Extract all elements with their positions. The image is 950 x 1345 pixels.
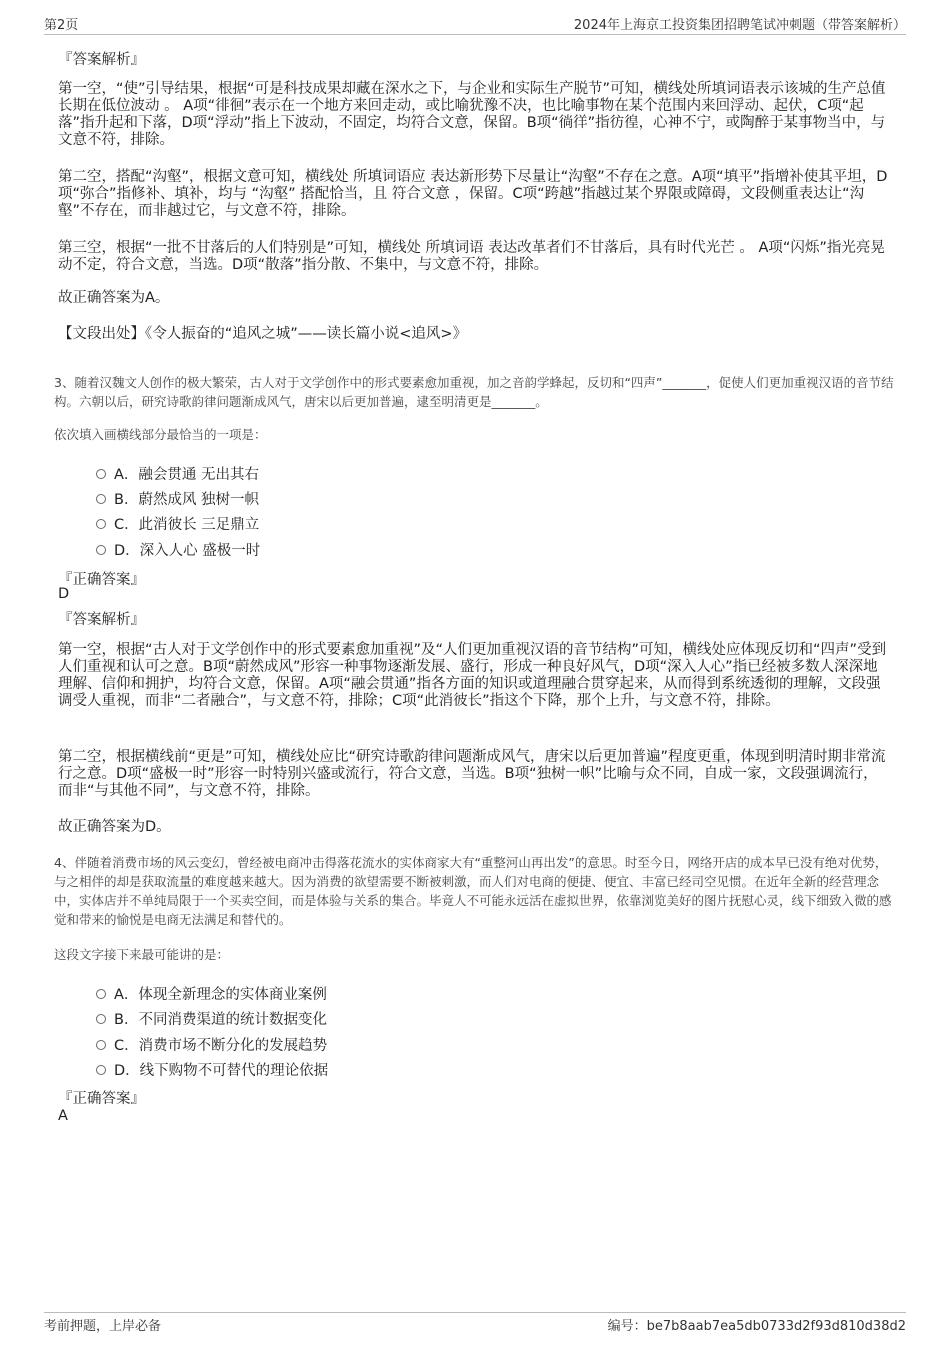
- q3-option-c[interactable]: [96, 513, 259, 533]
- option-text: A．融会贯通 无出其右: [114, 467, 260, 483]
- q3-analysis-p2: 第二空，根据横线前“更是”可知，横线处应比“研究诗歌韵律问题渐成风气，唐宋以后更加普遍”程度更重，体现到明清时期非常流行之意。D项“盛极一时”形容一时特别兴盛或流行，符合文意，当选。B项“独树一帜”比喻与众不同，自成一家，文段强调流行，而非“与其他不同”，与文意不符，排除。: [58, 749, 886, 799]
- q4-correct-label: 『正确答案』: [58, 1091, 145, 1107]
- page-footer: [44, 1312, 906, 1335]
- q3-instruction: 依次填入画横线部分最恰当的一项是：: [54, 427, 267, 442]
- q2-analysis-p3: 第三空，根据“一批不甘落后的人们特别是”可知，横线处 所填词语 表达改革者们不甘落后，具有时代光芒 。 A项“闪烁”指光亮晃动不定，符合文意，当选。D项“散落”指分散、不集中，与文意不符，排除。: [58, 240, 885, 273]
- q4-option-b[interactable]: [96, 1008, 327, 1028]
- q4-instruction: 这段文字接下来最可能讲的是：: [54, 947, 230, 962]
- q2-analysis-p2: 第二空，搭配“沟壑”，根据文意可知，横线处 所填词语应 表达新形势下尽量让“沟壑”不存在之意。A项“填平”指增补使其平坦，D项“弥合”指修补、填补，均与 “沟壑” 搭配恰当，且 符合文意 ，保留。C项“跨越”指越过某个界限或障碍，文段侧重表达让“沟壑”不存在，而非越过它，与文意不符，排除。: [58, 169, 888, 219]
- q2-source: 【文段出处】《令人振奋的“追风之城”——读长篇小说<追风>》: [58, 326, 468, 342]
- radio-icon[interactable]: [96, 989, 106, 999]
- document-id: 编号：be7b8aab7ea5db0733d2f93d810d38d2: [607, 1319, 906, 1334]
- q3-conclusion: 故正确答案为D。: [58, 819, 171, 835]
- q3-analysis-label: 『答案解析』: [58, 612, 145, 628]
- page-header: [44, 14, 906, 35]
- option-text: C．此消彼长 三足鼎立: [114, 517, 260, 533]
- q2-analysis-p1: 第一空，“使”引导结果，根据“可是科技成果却藏在深水之下，与企业和实际生产脱节”可知，横线处所填词语表示该城的生产总值长期在低位波动 。 A项“徘徊”表示在一个地方来回走动，或比喻犹豫不决，也比喻事物在某个范围内来回浮动、起伏，C项“起落”指升起和下落，D项“浮动”指上下波动，不固定，均符合文意，保留。B项“徜徉”指彷徨，心神不宁，或陶醉于某事物当中，与文意不符，排除。: [58, 81, 886, 148]
- q3-correct-answer: D: [58, 586, 70, 602]
- option-text: D．深入人心 盛极一时: [114, 543, 261, 559]
- q2-analysis-label: 『答案解析』: [58, 52, 145, 68]
- option-text: A．体现全新理念的实体商业案例: [114, 987, 327, 1003]
- radio-icon[interactable]: [96, 494, 106, 504]
- q2-conclusion: 故正确答案为A。: [58, 290, 170, 306]
- radio-icon[interactable]: [96, 1065, 106, 1075]
- option-text: D．线下购物不可替代的理论依据: [114, 1063, 329, 1079]
- radio-icon[interactable]: [96, 519, 106, 529]
- radio-icon[interactable]: [96, 545, 106, 555]
- radio-icon[interactable]: [96, 1040, 106, 1050]
- q4-stem: 4、伴随着消费市场的风云变幻，曾经被电商冲击得落花流水的实体商家大有“重整河山再出发”的意思。时至今日，网络开店的成本早已没有绝对优势，与之相伴的却是获取流量的难度越来越大。因为消费的欲望需要不断被刺激，而人们对电商的便捷、便宜、丰富已经司空见惯。在近年全新的经营理念中，实体店并不单纯局限于一个买卖空间，而是体验与关系的集合。毕竟人不可能永远活在虚拟世界，依靠浏览美好的图片抚慰心灵，线下细致入微的感觉和带来的愉悦是电商无法满足和替代的。: [54, 855, 892, 927]
- footer-slogan: 考前押题，上岸必备: [44, 1319, 162, 1334]
- radio-icon[interactable]: [96, 1014, 106, 1024]
- option-text: B．蔚然成风 独树一帜: [114, 492, 260, 508]
- page-number: 第2页: [44, 18, 79, 33]
- q4-option-a[interactable]: [96, 983, 327, 1003]
- q3-option-d[interactable]: [96, 539, 260, 559]
- option-text: C．消费市场不断分化的发展趋势: [114, 1038, 328, 1054]
- q3-correct-label: 『正确答案』: [58, 572, 145, 588]
- document-title: 2024年上海京工投资集团招聘笔试冲刺题（带答案解析）: [573, 18, 906, 33]
- q3-option-b[interactable]: [96, 488, 259, 508]
- option-text: B．不同消费渠道的统计数据变化: [114, 1012, 327, 1028]
- q3-option-a[interactable]: [96, 463, 259, 483]
- q3-analysis-p1: 第一空，根据“古人对于文学创作中的形式要素愈加重视”及“人们更加重视汉语的音节结构”可知，横线处应体现反切和“四声”受到人们重视和认可之意。B项“蔚然成风”形容一种事物逐渐发展、盛行，形成一种良好风气，D项“深入人心”指已经被多数人深深地理解、信仰和拥护，均符合文意，保留。A项“融会贯通”指各方面的知识或道理融合贯穿起来，从而得到系统透彻的理解，文段强调受人重视，而非“二者融合”，与文意不符，排除；C项“此消彼长”指这个下降，那个上升，与文意不符，排除。: [58, 642, 887, 709]
- q4-correct-answer: A: [58, 1108, 68, 1124]
- radio-icon[interactable]: [96, 469, 106, 479]
- q4-option-c[interactable]: [96, 1034, 327, 1054]
- q4-option-d[interactable]: [96, 1059, 328, 1079]
- q3-stem: 3、随着汉魏文人创作的极大繁荣，古人对于文学创作中的形式要素愈加重视，加之音韵学蜂起，反切和“四声”_______，促使人们更加重视汉语的音节结构。六朝以后，研究诗歌韵律问题渐成风气，唐宋以后更加普遍，逮至明清更是_______。: [54, 375, 894, 409]
